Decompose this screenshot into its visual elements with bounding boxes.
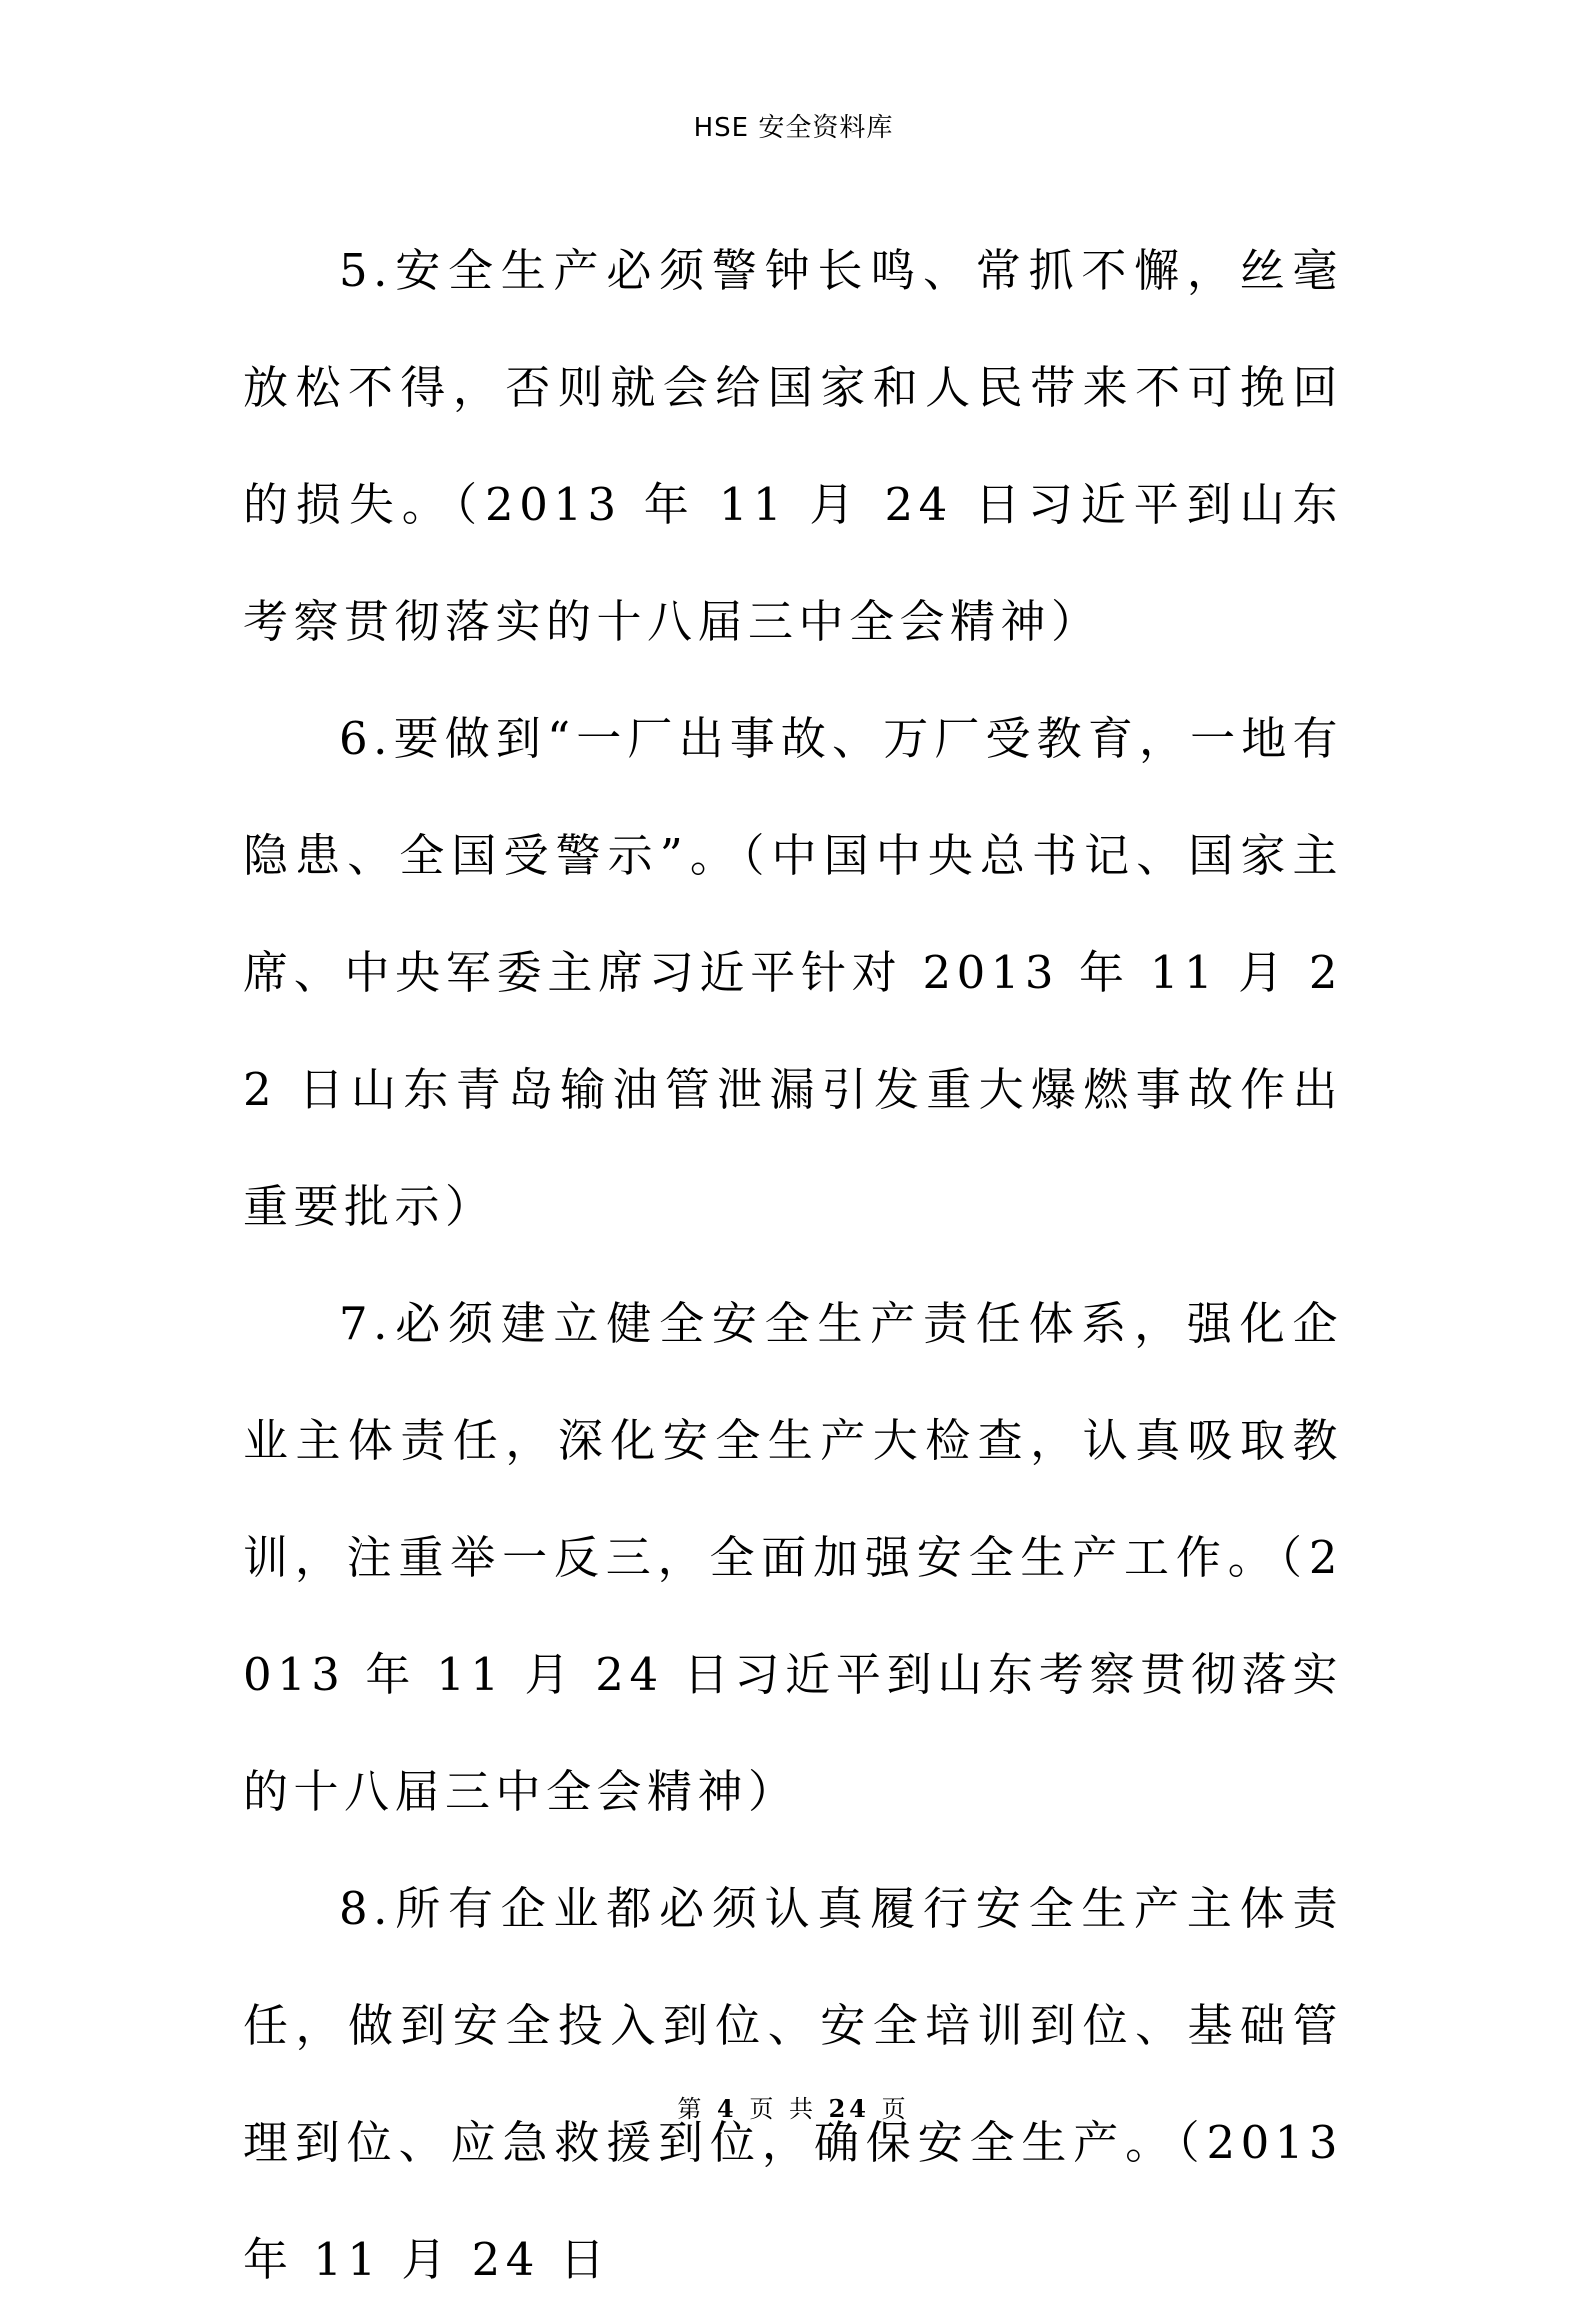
paragraph-7: 7.必须建立健全安全生产责任体系，强化企业主体责任，深化安全生产大检查，认真吸取教训，注重举一反三，全面加强安全生产工作。（2013 年 11 月 24 日习近平到山东考察贯彻落实的十八届三中全会精神） [243,1297,1343,1818]
current-page-number: 4 [716,2094,738,2123]
footer-suffix: 页 [881,2095,910,2123]
page-header [0,110,1587,146]
footer-middle: 页 共 [749,2095,817,2123]
document-body [243,212,1343,2318]
total-pages-number: 24 [828,2094,871,2123]
paragraph-8: 8.所有企业都必须认真履行安全生产主体责任，做到安全投入到位、安全培训到位、基础管理到位、应急救援到位，确保安全生产。（2013 年 11 月 24 日 [243,1882,1343,2286]
paragraph-5: 5.安全生产必须警钟长鸣、常抓不懈，丝毫放松不得，否则就会给国家和人民带来不可挽回的损失。（2013 年 11 月 24 日习近平到山东考察贯彻落实的十八届三中全会精神） [243,244,1343,648]
header-title: HSE 安全资料库 [693,113,894,143]
paragraph-6: 6.要做到“一厂出事故、万厂受教育，一地有隐患、全国受警示”。（中国中央总书记、国家主席、中央军委主席习近平针对 2013 年 11 月 22 日山东青岛输油管泄漏引发重大爆燃事故作出重要批示） [243,712,1343,1233]
footer-prefix: 第 [677,2095,706,2123]
page-footer [0,2093,1587,2125]
